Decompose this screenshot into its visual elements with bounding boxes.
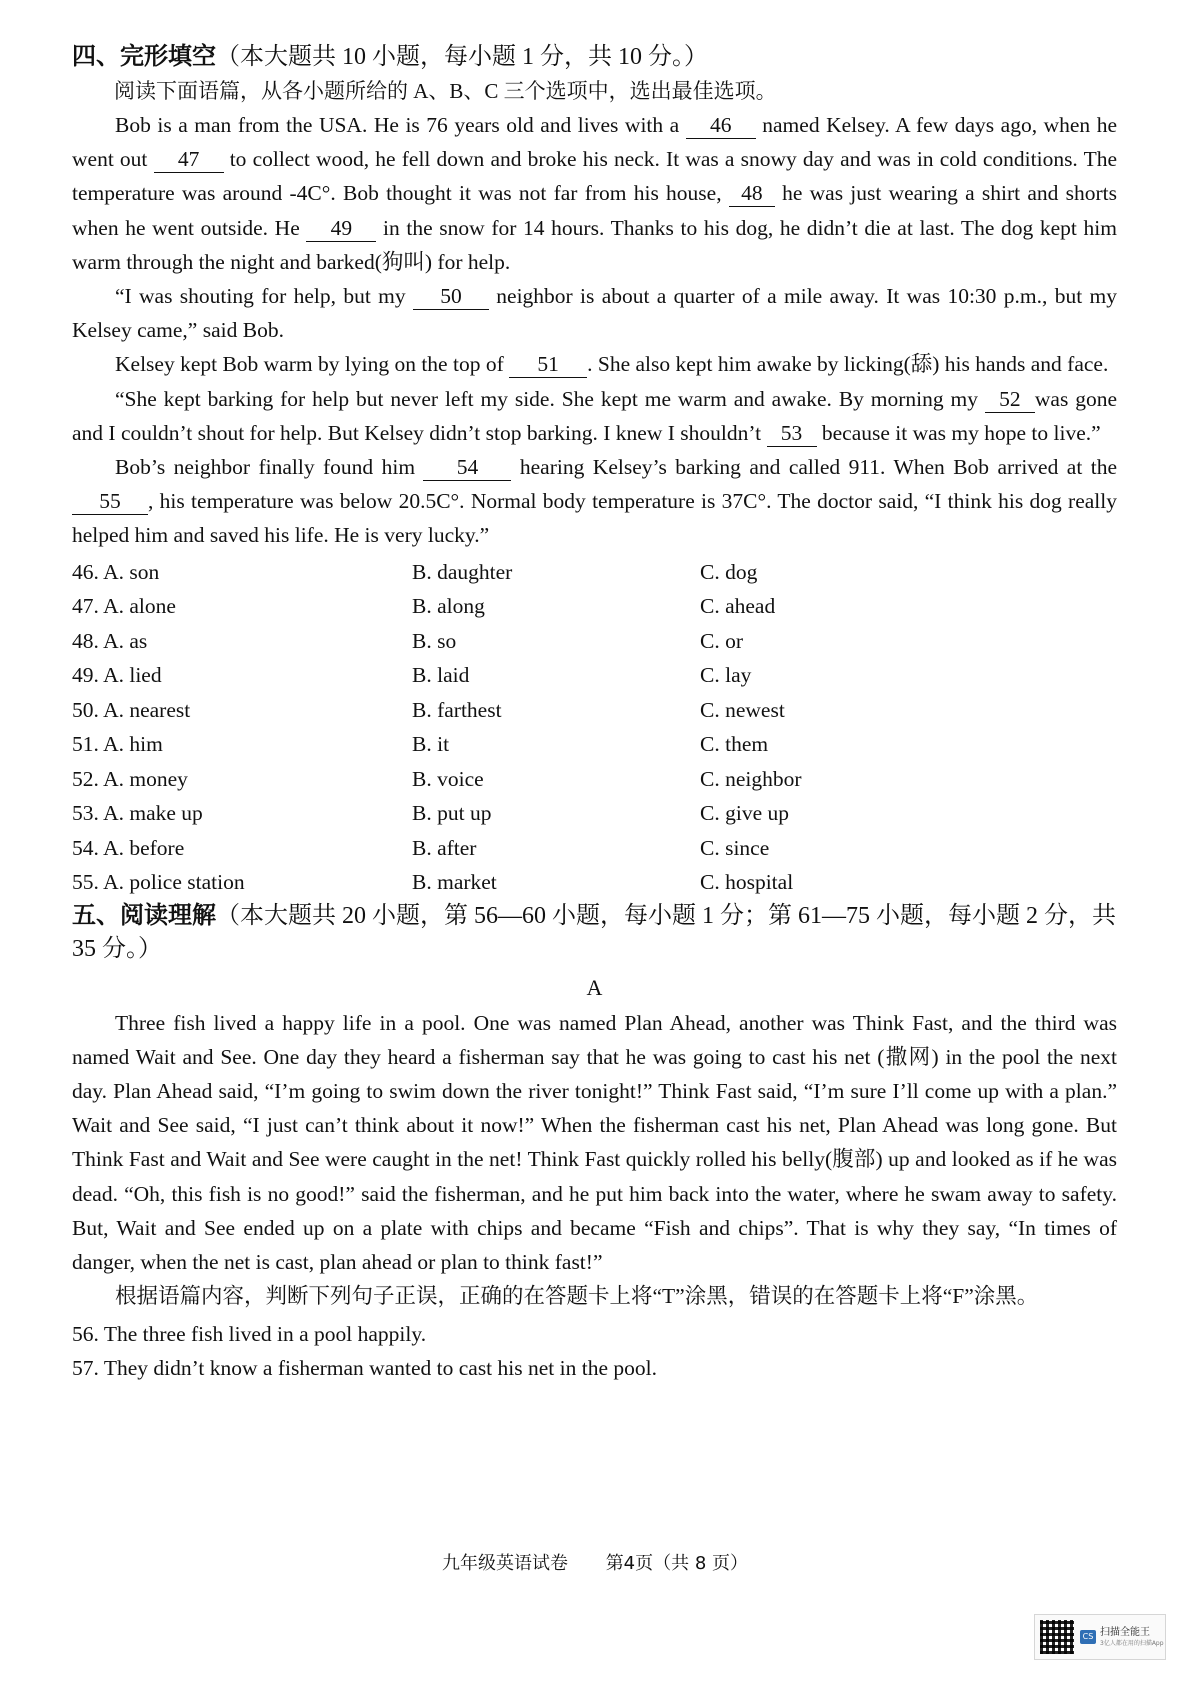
text: to collect wood, he fell down and broke his neck. It was a snowy day and was in cold conditions. The temperature was around -4C°. Bob thought it was not far from his house, (72, 147, 1117, 206)
option-a: 53. A. make up (72, 801, 203, 826)
option-a: 48. A. as (72, 628, 148, 653)
option-c: C. lay (700, 663, 752, 688)
section4-note: （本大题共 10 小题，每小题 1 分，共 10 分。） (216, 44, 708, 70)
footer-exam-name: 九年级英语试卷 (441, 1553, 568, 1574)
option-b: B. daughter (412, 559, 513, 584)
option-row (72, 865, 1117, 900)
cloze-options (72, 555, 1117, 900)
option-a: 46. A. son (72, 559, 160, 584)
footer-page-number: 第4页（共 8 页） (605, 1553, 749, 1574)
blank-53: 53 (767, 420, 817, 447)
cloze-paragraph-4 (72, 382, 1117, 450)
text: in the snow for 14 hours. Thanks to his dog, he didn’t die at last. The dog kept him warm through the night and barked(狗叫) for help. (72, 215, 1117, 274)
text: “I was shouting for help, but my (115, 284, 413, 309)
text: Kelsey kept Bob warm by lying on the top of (115, 352, 510, 377)
option-row (72, 589, 1117, 624)
text: he was just wearing a shirt and shorts when he went outside. He (72, 181, 1117, 240)
section4-heading (72, 40, 1117, 74)
option-a: 54. A. before (72, 835, 185, 860)
blank-46: 46 (686, 112, 756, 139)
blank-51: 51 (509, 351, 587, 378)
exam-page (72, 40, 1117, 1385)
option-b: B. it (412, 732, 450, 757)
option-c: C. dog (700, 559, 758, 584)
scanner-watermark (1034, 1614, 1166, 1660)
passage-label: A (586, 974, 603, 1000)
text: , his temperature was below 20.5C°. Normal body temperature is 37C°. The doctor said, “I think his dog really helped him and saved his life. He is very lucky.” (72, 489, 1117, 548)
option-row (72, 624, 1117, 659)
option-b: B. laid (412, 663, 470, 688)
option-c: C. them (700, 732, 769, 757)
text: was gone and I couldn’t shout for help. But Kelsey didn’t stop barking. I knew I shouldn’t (72, 386, 1118, 445)
option-b: B. farthest (412, 697, 502, 722)
section5-title: 五、阅读理解 (72, 902, 216, 929)
blank-55: 55 (72, 488, 148, 515)
cloze-paragraph-1 (72, 108, 1117, 279)
blank-50: 50 (413, 283, 489, 310)
option-b: B. after (412, 835, 477, 860)
option-a: 47. A. alone (72, 594, 176, 619)
blank-54: 54 (423, 454, 511, 481)
qr-code-icon (1040, 1620, 1074, 1654)
blank-49: 49 (306, 215, 376, 242)
blank-52: 52 (985, 386, 1035, 413)
option-b: B. voice (412, 766, 484, 791)
option-b: B. so (412, 628, 457, 653)
cloze-paragraph-2 (72, 279, 1117, 347)
option-row (72, 831, 1117, 866)
option-c: C. ahead (700, 594, 776, 619)
cloze-paragraph-3 (72, 347, 1117, 381)
section5 (72, 900, 1117, 1386)
option-c: C. newest (700, 697, 785, 722)
page-footer (0, 1549, 1190, 1575)
text: because it was my hope to live.” (816, 420, 1101, 445)
option-c: C. give up (700, 801, 789, 826)
camscanner-logo-icon: CS (1080, 1630, 1096, 1644)
reading-passage-a: Three fish lived a happy life in a pool. One was named Plan Ahead, another was Think Fast, and the third was named Wait and See. One day they heard a fisherman say that he was going to cast his net (撒网) in the pool the next day. Plan Ahead said, “I’m going to swim down the river tonight!” Think Fast said, “I’m sure I’ll come up with a plan.” Wait and See said, “I just can’t think about it now!” When the fisherman cast his net, Plan Ahead was long gone. But Think Fast and Wait and See were caught in the net! Think Fast quickly rolled his belly(腹部) up and looked as if he was dead. “Oh, this fish is no good!” said the fisherman, and he put him back into the water, where he swam away to safety. But, Wait and See ended up on a plate with chips and became “Fish and chips”. That is why they say, “In times of danger, when the net is cast, plan ahead or plan to think fast!” (72, 1010, 1117, 1275)
scanner-text (1100, 1627, 1164, 1648)
option-row (72, 658, 1117, 693)
section5-note: （本大题共 20 小题，第 56—60 小题，每小题 1 分；第 61—75 小题，每小题 2 分，共 35 分。） (72, 902, 1116, 962)
text: Bob’s neighbor finally found him (115, 455, 424, 480)
option-a: 49. A. lied (72, 663, 162, 688)
scanner-tagline: 3亿人都在用的扫描App (1100, 1639, 1164, 1647)
option-a: 51. A. him (72, 732, 163, 757)
option-b: B. along (412, 594, 485, 619)
option-b: B. put up (412, 801, 492, 826)
option-row (72, 727, 1117, 762)
scanner-name: 扫描全能王 (1100, 1626, 1150, 1638)
option-row (72, 762, 1117, 797)
option-c: C. since (700, 835, 770, 860)
text: hearing Kelsey’s barking and called 911. When Bob arrived at the (511, 455, 1117, 480)
option-row (72, 555, 1117, 590)
option-row (72, 796, 1117, 831)
question-list (72, 1317, 1117, 1385)
question-item: 57. They didn’t know a fisherman wanted to cast his net in the pool. (72, 1356, 657, 1381)
option-c: C. or (700, 628, 743, 653)
option-row (72, 693, 1117, 728)
option-a: 55. A. police station (72, 870, 245, 895)
blank-48: 48 (729, 180, 775, 207)
text: “She kept barking for help but never left my side. She kept me warm and awake. By morning my (115, 386, 985, 411)
option-a: 50. A. nearest (72, 697, 191, 722)
question-item: 56. The three fish lived in a pool happily. (72, 1322, 427, 1347)
section5-heading (72, 900, 1117, 966)
option-c: C. neighbor (700, 766, 802, 791)
text: . She also kept him awake by licking(舔) his hands and face. (587, 352, 1109, 377)
cloze-paragraph-5 (72, 450, 1117, 553)
section4-title: 四、完形填空 (72, 44, 216, 70)
true-false-instruction: 根据语篇内容，判断下列句子正误，正确的在答题卡上将“T”涂黑，错误的在答题卡上将“F”涂黑。 (115, 1284, 1039, 1309)
option-a: 52. A. money (72, 766, 188, 791)
blank-47: 47 (154, 146, 224, 173)
text: neighbor is about a quarter of a mile away. It was 10:30 p.m., but my Kelsey came,” said Bob. (72, 284, 1117, 343)
text: Bob is a man from the USA. He is 76 years old and lives with a (115, 113, 686, 137)
section4-instruction: 阅读下面语篇，从各小题所给的 A、B、C 三个选项中，选出最佳选项。 (114, 79, 777, 103)
option-c: C. hospital (700, 870, 794, 895)
text: named Kelsey. A few days ago, when he went out (72, 113, 1117, 172)
option-b: B. market (412, 870, 497, 895)
